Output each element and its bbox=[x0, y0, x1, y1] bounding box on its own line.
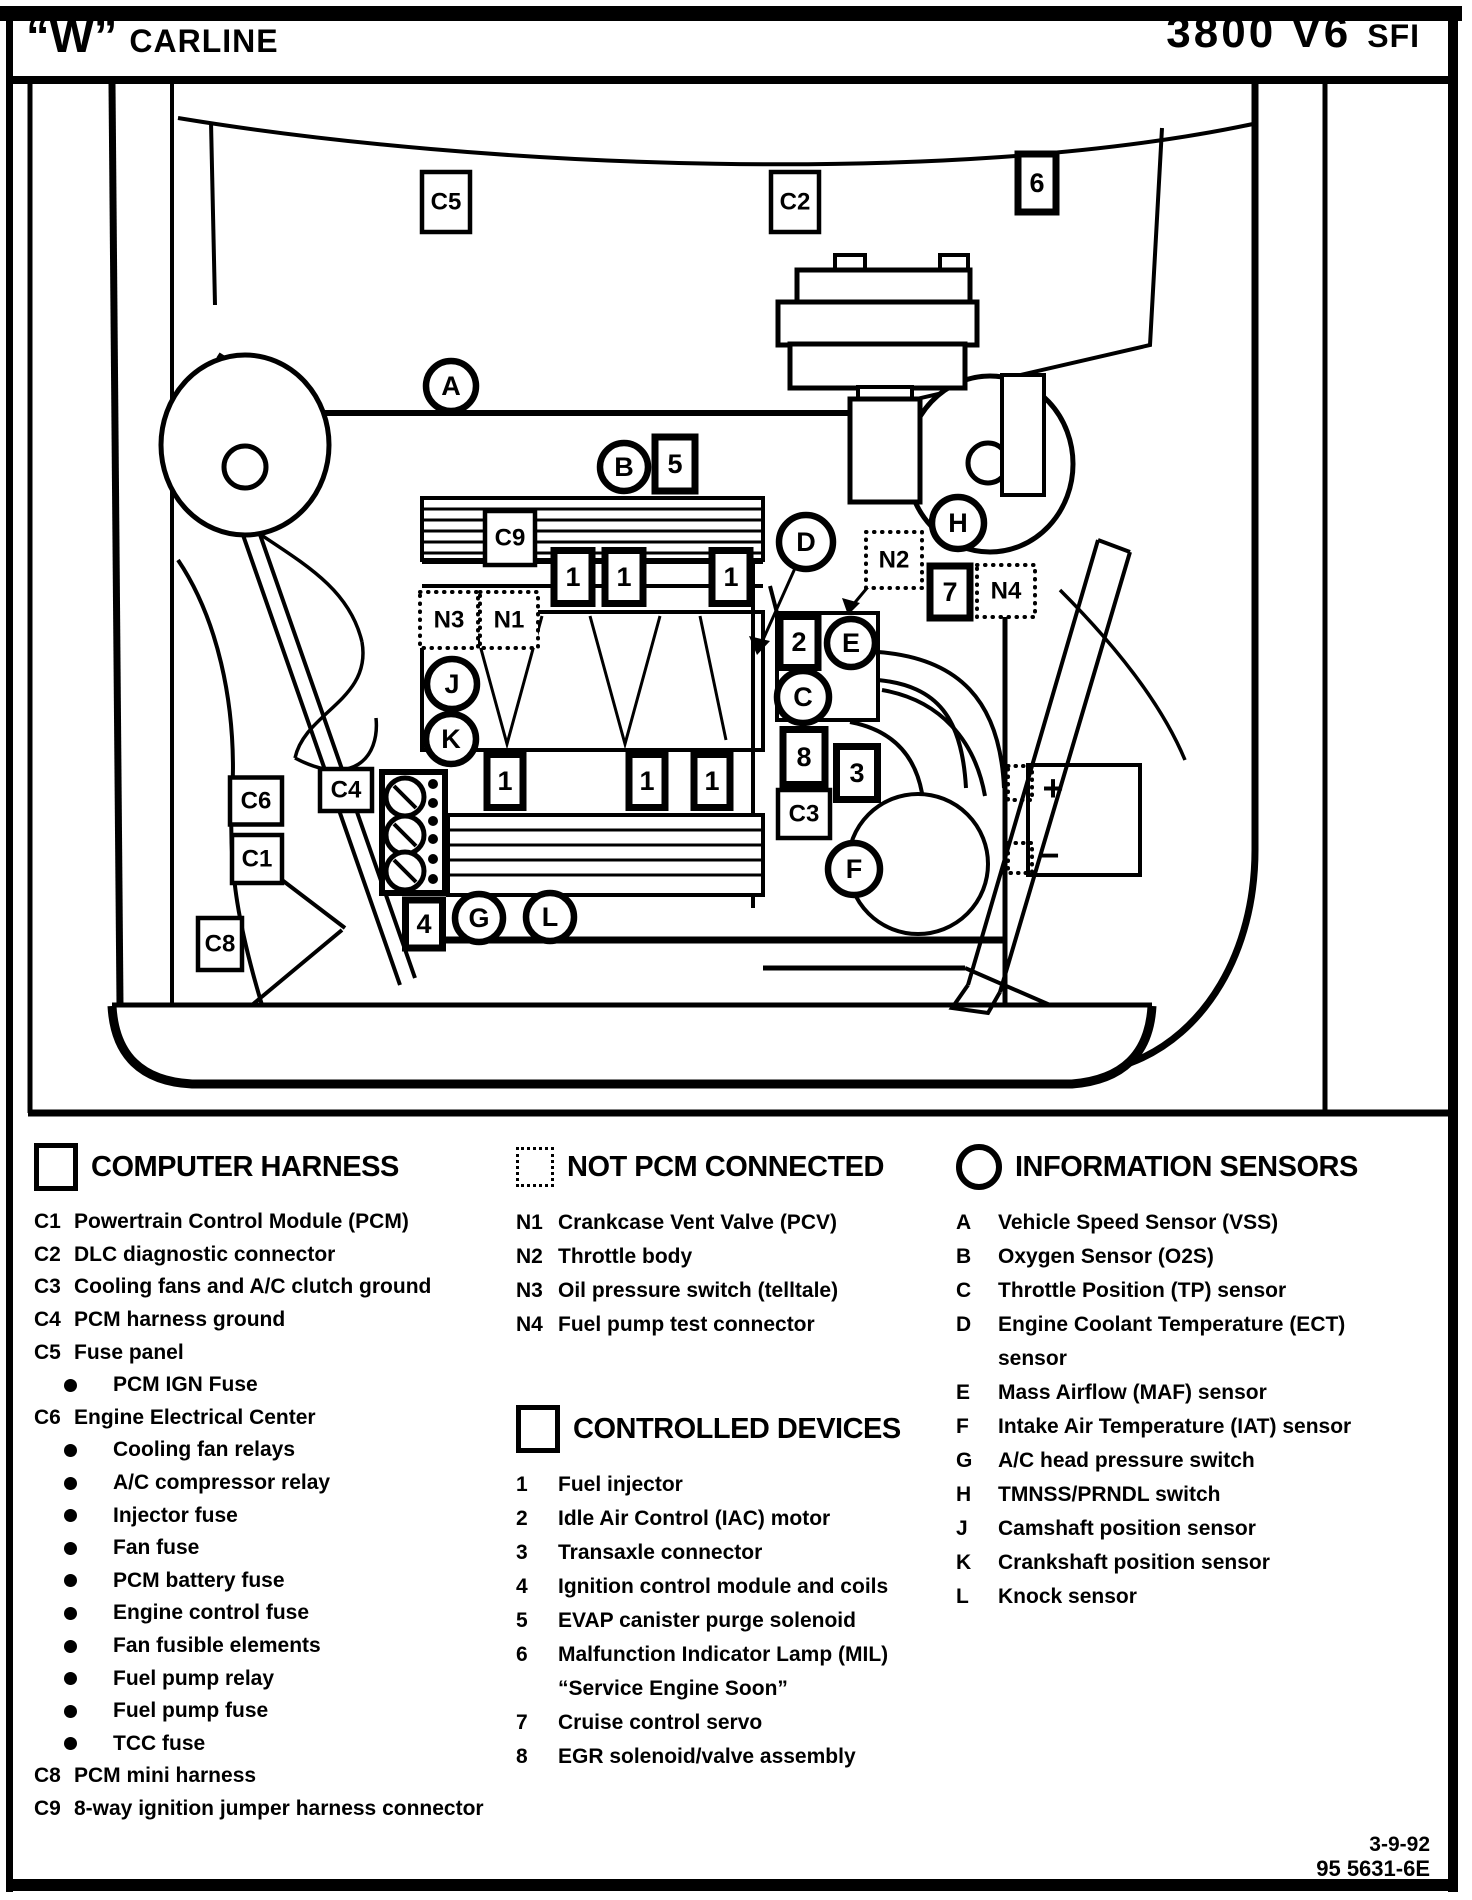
svg-text:N4: N4 bbox=[990, 577, 1022, 605]
svg-text:C2: C2 bbox=[779, 188, 811, 216]
legend-title: INFORMATION SENSORS bbox=[1015, 1150, 1358, 1183]
svg-text:5: 5 bbox=[667, 449, 683, 479]
legend-item: C1 Powertrain Control Module (PCM) bbox=[34, 1210, 409, 1234]
marker-1 bbox=[694, 755, 730, 808]
sensor-circle-icon bbox=[956, 1144, 1002, 1190]
legend-item: N1 Crankcase Vent Valve (PCV) bbox=[516, 1211, 837, 1234]
legend-computer-harness bbox=[34, 1140, 512, 1825]
legend-item: K Crankshaft position sensor bbox=[956, 1551, 1270, 1574]
marker-C1 bbox=[232, 835, 282, 883]
marker-7 bbox=[930, 566, 970, 618]
bullet-icon bbox=[64, 1672, 77, 1685]
device-box-icon bbox=[516, 1405, 560, 1453]
legend-item: B Oxygen Sensor (O2S) bbox=[956, 1245, 1214, 1268]
bullet-icon bbox=[64, 1477, 77, 1490]
legend-subitem: Cooling fan relays bbox=[34, 1434, 512, 1467]
legend-item: E Mass Airflow (MAF) sensor bbox=[956, 1381, 1267, 1404]
legend-item: H TMNSS/PRNDL switch bbox=[956, 1483, 1221, 1506]
legend-subitem: TCC fuse bbox=[34, 1728, 512, 1761]
marker-1 bbox=[629, 755, 665, 808]
legend-title: CONTROLLED DEVICES bbox=[573, 1412, 901, 1445]
marker-N2 bbox=[866, 532, 922, 588]
svg-text:C6: C6 bbox=[240, 787, 272, 815]
marker-N1 bbox=[480, 592, 538, 648]
bullet-icon bbox=[64, 1509, 77, 1522]
legend-item: C2 DLC diagnostic connector bbox=[34, 1242, 336, 1266]
legend-title: COMPUTER HARNESS bbox=[91, 1150, 399, 1183]
legend-item: N4 Fuel pump test connector bbox=[516, 1313, 815, 1336]
marker-J bbox=[427, 659, 477, 709]
legend-item: C6 Engine Electrical Center bbox=[34, 1405, 316, 1429]
legend-item: C5 Fuse panel bbox=[34, 1340, 184, 1364]
svg-text:D: D bbox=[796, 527, 816, 557]
legend-header bbox=[516, 1402, 954, 1456]
marker-1 bbox=[712, 551, 750, 604]
svg-text:N2: N2 bbox=[878, 546, 910, 574]
legend-item: 1 Fuel injector bbox=[516, 1473, 683, 1496]
legend-subitem: Fan fuse bbox=[34, 1532, 512, 1565]
legend-item: F Intake Air Temperature (IAT) sensor bbox=[956, 1415, 1352, 1438]
svg-text:E: E bbox=[841, 628, 861, 658]
legend-header bbox=[34, 1140, 512, 1194]
dotted-box-icon bbox=[516, 1147, 554, 1187]
strut-tower-right bbox=[1002, 375, 1044, 495]
svg-text:1: 1 bbox=[723, 562, 739, 592]
marker-2 bbox=[780, 617, 818, 668]
marker-4 bbox=[406, 900, 443, 948]
marker-D bbox=[779, 515, 833, 569]
marker-L bbox=[526, 893, 574, 941]
legend-item: N3 Oil pressure switch (telltale) bbox=[516, 1279, 839, 1302]
cooling-fan-left bbox=[161, 355, 329, 535]
svg-text:G: G bbox=[468, 903, 490, 933]
svg-text:C3: C3 bbox=[788, 800, 820, 828]
marker-− bbox=[1038, 835, 1059, 876]
marker-C2 bbox=[771, 172, 819, 232]
marker-C8 bbox=[198, 918, 242, 970]
legend-item: 8 EGR solenoid/valve assembly bbox=[516, 1745, 856, 1768]
carline-code: “W” bbox=[26, 9, 118, 62]
legend-item: C Throttle Position (TP) sensor bbox=[956, 1279, 1287, 1302]
revision-date: 3-9-92 bbox=[1369, 1833, 1430, 1856]
carline-label: CARLINE bbox=[129, 23, 279, 59]
marker-C4 bbox=[320, 769, 372, 811]
legend-subitem: PCM battery fuse bbox=[34, 1565, 512, 1598]
svg-text:2: 2 bbox=[791, 627, 807, 657]
marker-5 bbox=[655, 437, 695, 491]
document-footer bbox=[1316, 1833, 1430, 1881]
marker-H bbox=[932, 497, 984, 549]
svg-text:8: 8 bbox=[796, 742, 812, 772]
bullet-icon bbox=[64, 1444, 77, 1457]
legend-title: NOT PCM CONNECTED bbox=[567, 1150, 884, 1183]
svg-text:6: 6 bbox=[1029, 168, 1045, 198]
legend-subitem: A/C compressor relay bbox=[34, 1467, 512, 1500]
marker-N3 bbox=[420, 592, 478, 648]
legend-item: G A/C head pressure switch bbox=[956, 1449, 1255, 1472]
marker-3 bbox=[837, 747, 878, 800]
svg-text:A: A bbox=[441, 371, 461, 401]
svg-text:L: L bbox=[541, 902, 559, 932]
legend-item: 2 Idle Air Control (IAC) motor bbox=[516, 1507, 831, 1530]
svg-text:7: 7 bbox=[942, 577, 958, 607]
svg-text:C1: C1 bbox=[241, 845, 273, 873]
bullet-icon bbox=[64, 1737, 77, 1750]
legend-item: 3 Transaxle connector bbox=[516, 1541, 763, 1564]
bullet-icon bbox=[64, 1607, 77, 1620]
legend-item: 7 Cruise control servo bbox=[516, 1711, 763, 1734]
bullet-icon bbox=[64, 1542, 77, 1555]
harness-box-icon bbox=[34, 1143, 78, 1191]
legend-subitem: Fuel pump relay bbox=[34, 1662, 512, 1695]
svg-text:1: 1 bbox=[497, 766, 513, 796]
marker-K bbox=[426, 714, 476, 764]
marker-1 bbox=[554, 551, 592, 604]
legend-item: 4 Ignition control module and coils bbox=[516, 1575, 889, 1598]
svg-text:H: H bbox=[948, 508, 968, 538]
svg-text:1: 1 bbox=[639, 766, 655, 796]
legend-item: C9 8-way ignition jumper harness connector bbox=[34, 1796, 484, 1820]
svg-text:K: K bbox=[441, 724, 461, 754]
ac-compressor bbox=[845, 690, 988, 934]
legend-item: A Vehicle Speed Sensor (VSS) bbox=[956, 1211, 1279, 1234]
marker-C9 bbox=[485, 511, 535, 565]
marker-1 bbox=[487, 755, 523, 808]
svg-text:−: − bbox=[1038, 834, 1060, 876]
ignition-module bbox=[382, 772, 445, 893]
svg-text:F: F bbox=[845, 854, 863, 884]
marker-C5 bbox=[422, 172, 470, 232]
engine-name: 3800 V6 bbox=[1166, 8, 1352, 57]
legend-item: C8 PCM mini harness bbox=[34, 1764, 257, 1788]
marker-B bbox=[600, 443, 648, 491]
marker-+ bbox=[1042, 768, 1063, 809]
marker-C3 bbox=[778, 790, 830, 838]
legend-item-continuation: sensor bbox=[998, 1347, 1067, 1370]
legend-item: 5 EVAP canister purge solenoid bbox=[516, 1609, 856, 1632]
legend-subitem: Fuel pump fuse bbox=[34, 1695, 512, 1728]
engine-suffix: SFI bbox=[1367, 18, 1420, 54]
legend-subitem: Injector fuse bbox=[34, 1499, 512, 1532]
legend-item: N2 Throttle body bbox=[516, 1245, 693, 1268]
marker-E bbox=[827, 619, 875, 667]
svg-text:J: J bbox=[444, 669, 460, 699]
bullet-icon bbox=[64, 1705, 77, 1718]
marker-C6 bbox=[230, 778, 282, 825]
legend-item: C3 Cooling fans and A/C clutch ground bbox=[34, 1275, 432, 1299]
legend-item: J Camshaft position sensor bbox=[956, 1517, 1256, 1540]
svg-text:C4: C4 bbox=[330, 776, 362, 804]
legend-item: 6 Malfunction Indicator Lamp (MIL) bbox=[516, 1643, 889, 1666]
marker-1 bbox=[605, 551, 643, 604]
bullet-icon bbox=[64, 1574, 77, 1587]
legend-information-sensors bbox=[956, 1140, 1458, 1614]
legend-item-continuation: “Service Engine Soon” bbox=[558, 1677, 788, 1700]
svg-text:1: 1 bbox=[616, 562, 632, 592]
marker-A bbox=[426, 361, 476, 411]
bullet-icon bbox=[64, 1379, 77, 1392]
marker-C bbox=[777, 671, 829, 723]
legend-subitem: PCM IGN Fuse bbox=[34, 1369, 512, 1402]
svg-text:C5: C5 bbox=[430, 188, 462, 216]
bullet-icon bbox=[64, 1640, 77, 1653]
svg-text:N1: N1 bbox=[493, 606, 525, 634]
marker-G bbox=[455, 894, 503, 942]
legend-item: D Engine Coolant Temperature (ECT) bbox=[956, 1313, 1346, 1336]
marker-F bbox=[828, 843, 880, 895]
svg-text:+: + bbox=[1042, 767, 1064, 809]
svg-text:1: 1 bbox=[704, 766, 720, 796]
legend-header bbox=[516, 1140, 954, 1194]
document-number: 95 5631-6E bbox=[1316, 1856, 1430, 1881]
battery bbox=[1005, 588, 1140, 1005]
legend-header bbox=[956, 1140, 1458, 1194]
legend-subitem: Fan fusible elements bbox=[34, 1630, 512, 1663]
legend-item: L Knock sensor bbox=[956, 1585, 1137, 1608]
svg-text:C: C bbox=[793, 682, 813, 712]
svg-text:C9: C9 bbox=[494, 524, 526, 552]
svg-text:3: 3 bbox=[849, 758, 865, 788]
svg-text:4: 4 bbox=[416, 909, 432, 939]
marker-6 bbox=[1018, 154, 1056, 212]
svg-text:C8: C8 bbox=[204, 930, 236, 958]
svg-text:N3: N3 bbox=[433, 606, 465, 634]
marker-N4 bbox=[977, 565, 1035, 617]
marker-8 bbox=[783, 730, 825, 785]
svg-text:1: 1 bbox=[565, 562, 581, 592]
legend-middle-column bbox=[516, 1140, 954, 1774]
legend-subitem: Engine control fuse bbox=[34, 1597, 512, 1630]
svg-text:B: B bbox=[614, 452, 634, 482]
legend-item: C4 PCM harness ground bbox=[34, 1308, 286, 1332]
